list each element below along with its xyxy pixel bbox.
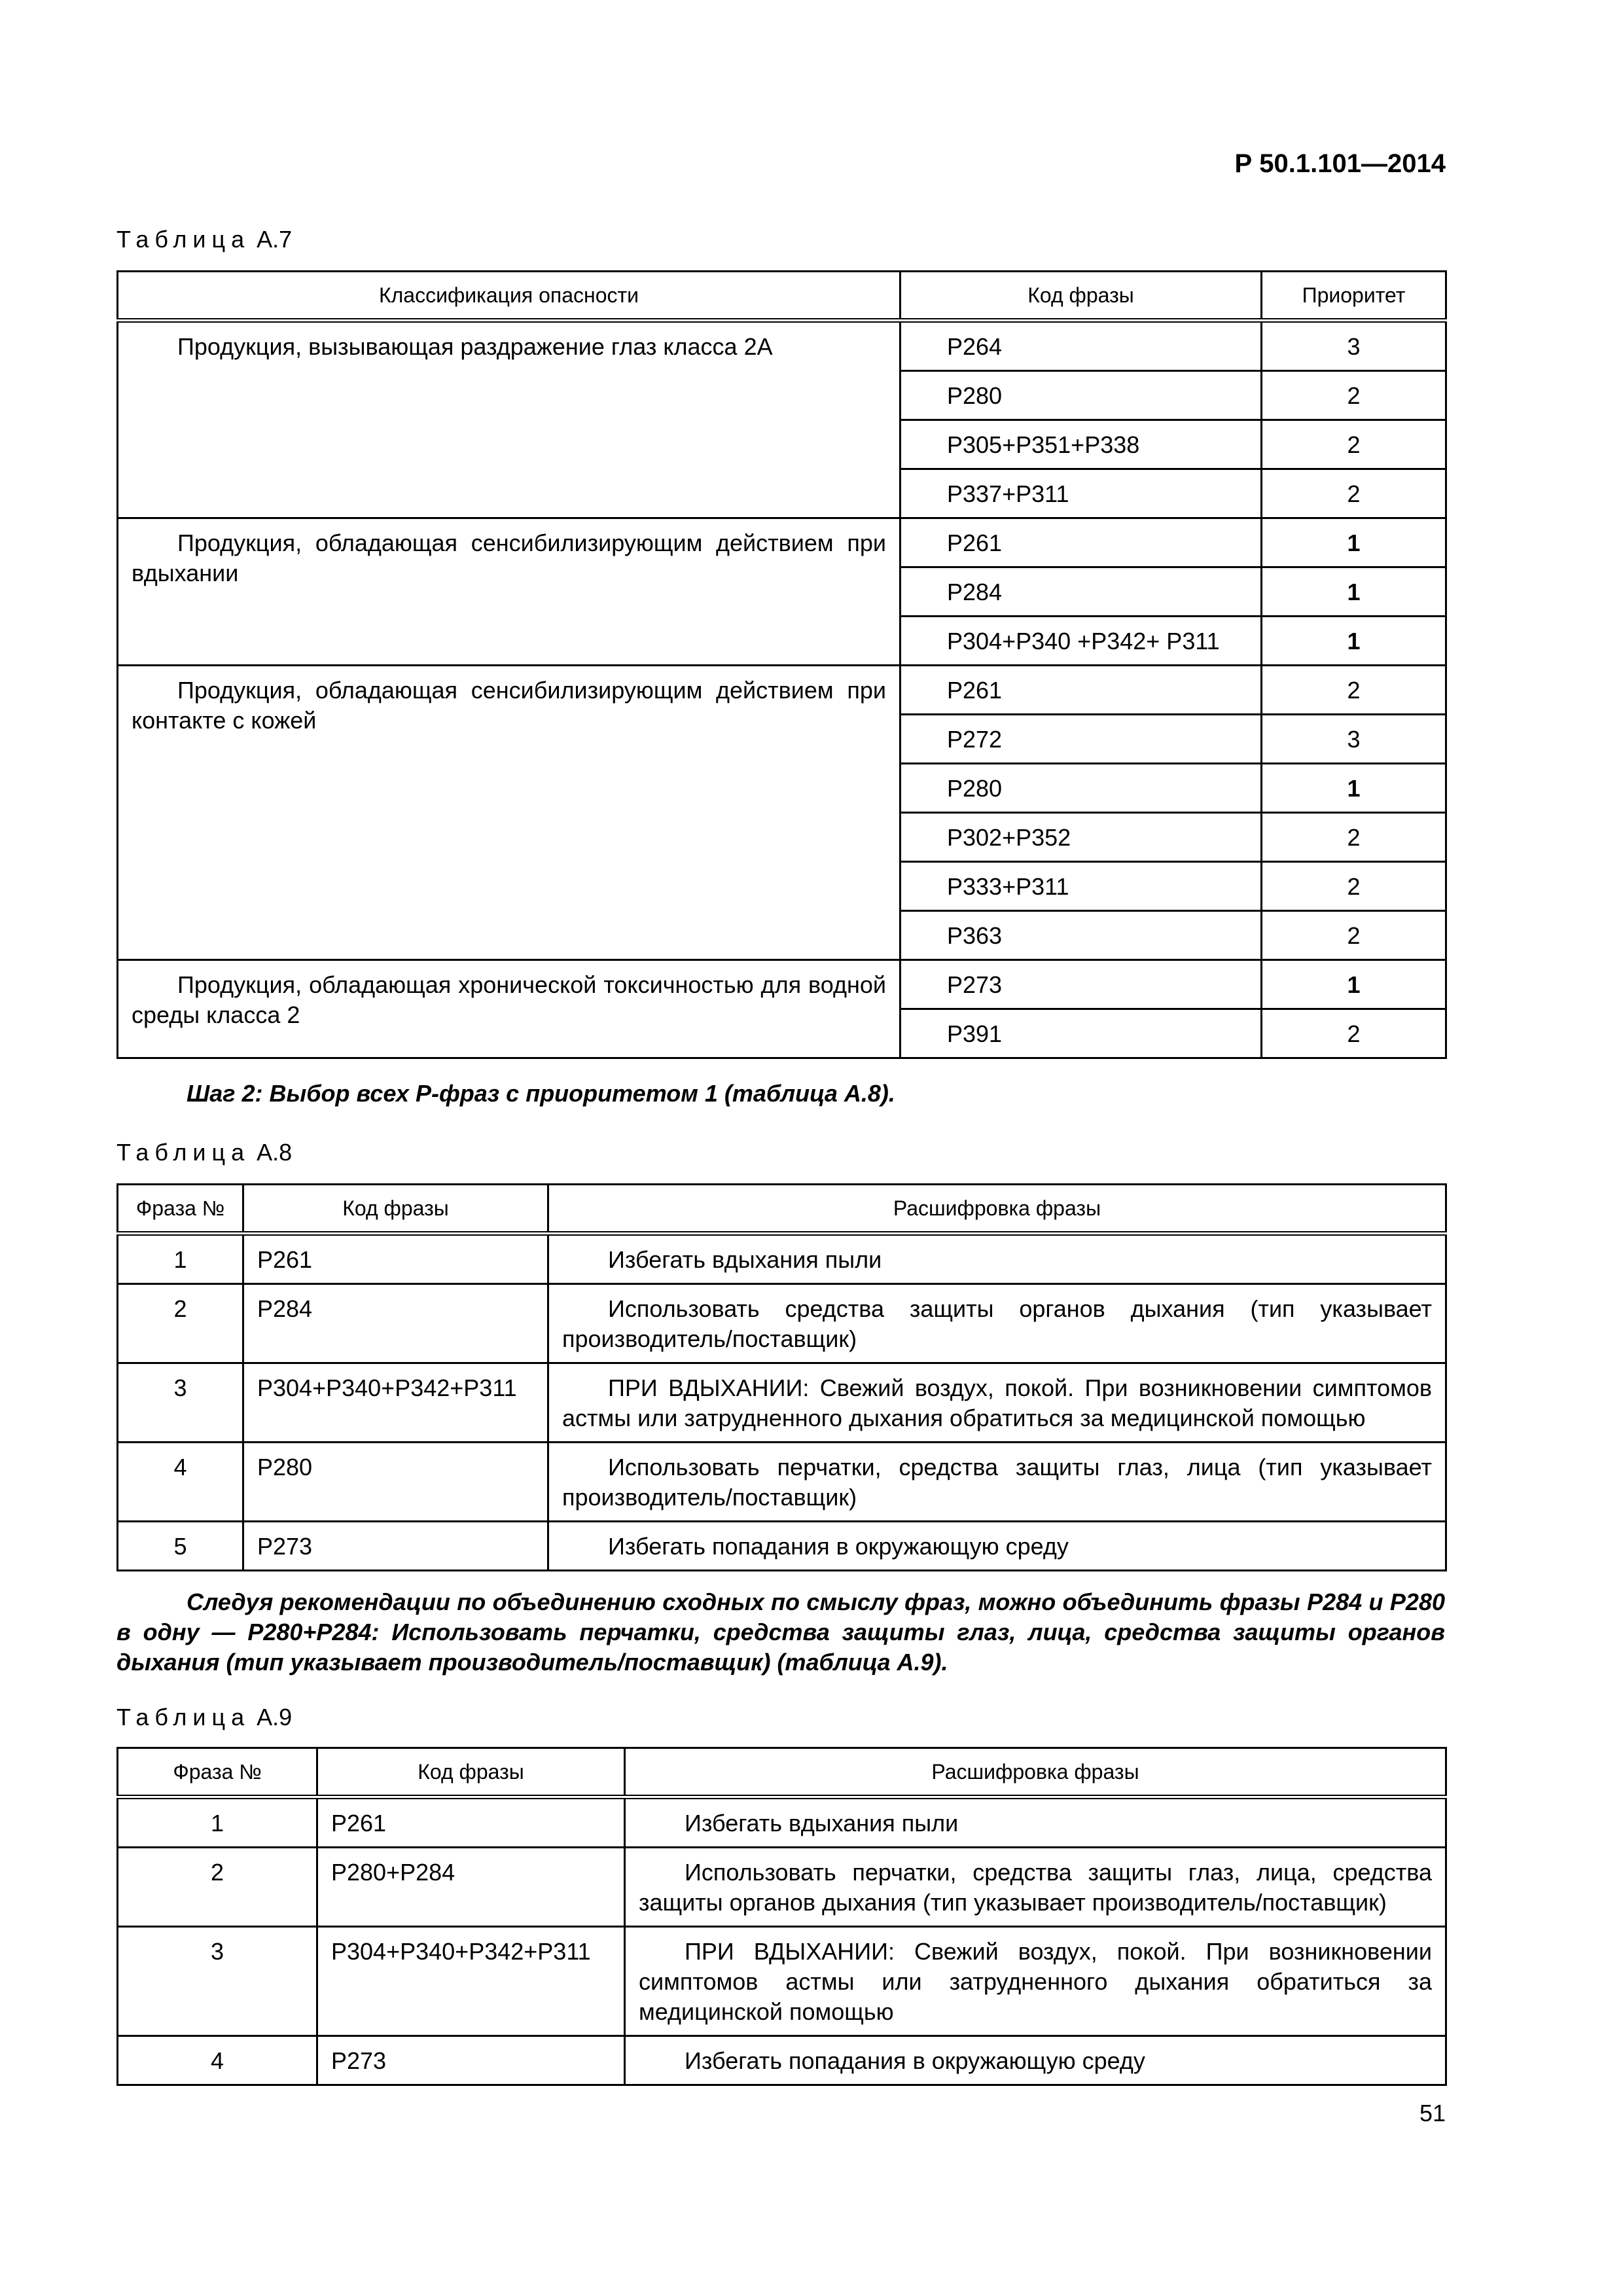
phrase-description: ПРИ ВДЫХАНИИ: Свежий воздух, покой. При возникновении симптомов астмы или затрудненного дыхания обратиться за медицинской помощью — [548, 1363, 1446, 1443]
priority-value: 3 — [1262, 715, 1446, 764]
phrase-code: Р261 — [901, 666, 1262, 715]
phrase-number: 3 — [118, 1927, 317, 2036]
table-row — [118, 518, 1446, 567]
phrase-code: Р273 — [901, 960, 1262, 1009]
phrase-code: Р333+Р311 — [901, 862, 1262, 911]
phrase-number: 3 — [118, 1363, 243, 1443]
hazard-classification: Продукция, вызывающая раздражение глаз класса 2А — [118, 321, 901, 518]
priority-value: 1 — [1262, 567, 1446, 617]
priority-value: 2 — [1262, 666, 1446, 715]
phrase-code: Р273 — [243, 1522, 548, 1571]
phrase-description: Избегать вдыхания пыли — [625, 1797, 1446, 1848]
phrase-code: Р280 — [901, 764, 1262, 813]
table-a9 — [116, 1747, 1447, 2086]
table-row — [118, 1443, 1446, 1522]
table-row — [118, 1363, 1446, 1443]
priority-value: 2 — [1262, 420, 1446, 469]
phrase-code: Р305+Р351+Р338 — [901, 420, 1262, 469]
table-row — [118, 1927, 1446, 2036]
phrase-code: Р302+Р352 — [901, 813, 1262, 862]
table-row — [118, 1797, 1446, 1848]
table-row — [118, 2036, 1446, 2085]
caption-word: Таблица — [116, 226, 251, 253]
hazard-classification: Продукция, обладающая сенсибилизирующим действием при контакте с кожей — [118, 666, 901, 960]
table-a9-caption — [116, 1704, 292, 1731]
phrase-description: Избегать попадания в окружающую среду — [625, 2036, 1446, 2085]
table-a7-caption — [116, 226, 292, 253]
header-description: Расшифровка фразы — [625, 1748, 1446, 1797]
table-row — [118, 666, 1446, 715]
priority-value: 2 — [1262, 911, 1446, 960]
caption-number: А.9 — [257, 1704, 293, 1731]
phrase-code: Р264 — [901, 321, 1262, 371]
phrase-description: Избегать попадания в окружающую среду — [548, 1522, 1446, 1571]
document-code: Р 50.1.101—2014 — [1234, 149, 1446, 178]
phrase-number: 1 — [118, 1797, 317, 1848]
step-2-text: Шаг 2: Выбор всех Р-фраз с приоритетом 1 (таблица А.8). — [187, 1080, 895, 1107]
header-code: Код фразы — [243, 1185, 548, 1234]
phrase-code: Р261 — [901, 518, 1262, 567]
phrase-code: Р280 — [901, 371, 1262, 420]
header-phrase-number: Фраза № — [118, 1748, 317, 1797]
phrase-code: Р391 — [901, 1009, 1262, 1058]
phrase-description: ПРИ ВДЫХАНИИ: Свежий воздух, покой. При возникновении симптомов астмы или затрудненного дыхания обратиться за медицинской помощью — [625, 1927, 1446, 2036]
phrase-code: Р337+Р311 — [901, 469, 1262, 518]
phrase-number: 1 — [118, 1234, 243, 1284]
phrase-code: Р304+Р340 +Р342+ Р311 — [901, 617, 1262, 666]
combination-paragraph: Следуя рекомендации по объединению сходных по смыслу фраз, можно объединить фразы Р284 и Р280 в одну — Р280+Р284: Использовать перчатки, средства защиты глаз, лица, средства защиты органов дыхания (тип указывает производитель/поставщик) (таблица А.9). — [116, 1588, 1445, 1676]
table-row — [118, 321, 1446, 371]
phrase-code: Р272 — [901, 715, 1262, 764]
phrase-code: Р261 — [317, 1797, 625, 1848]
priority-value: 2 — [1262, 469, 1446, 518]
table-a8-caption — [116, 1139, 292, 1166]
table-a8 — [116, 1183, 1447, 1571]
hazard-classification: Продукция, обладающая сенсибилизирующим действием при вдыхании — [118, 518, 901, 666]
phrase-number: 2 — [118, 1284, 243, 1363]
hazard-classification: Продукция, обладающая хронической токсичностью для водной среды класса 2 — [118, 960, 901, 1058]
header-code: Код фразы — [317, 1748, 625, 1797]
phrase-number: 4 — [118, 2036, 317, 2085]
phrase-code: Р363 — [901, 911, 1262, 960]
priority-value: 1 — [1262, 960, 1446, 1009]
phrase-code: Р284 — [243, 1284, 548, 1363]
phrase-code: Р304+Р340+Р342+Р311 — [243, 1363, 548, 1443]
phrase-code: Р284 — [901, 567, 1262, 617]
phrase-description: Использовать перчатки, средства защиты глаз, лица, средства защиты органов дыхания (тип указывает производитель/поставщик) — [625, 1848, 1446, 1927]
phrase-code: Р280 — [243, 1443, 548, 1522]
phrase-number: 4 — [118, 1443, 243, 1522]
priority-value: 3 — [1262, 321, 1446, 371]
header-phrase-number: Фраза № — [118, 1185, 243, 1234]
phrase-number: 2 — [118, 1848, 317, 1927]
table-row — [118, 1234, 1446, 1284]
priority-value: 1 — [1262, 518, 1446, 567]
caption-word: Таблица — [116, 1704, 251, 1731]
caption-word: Таблица — [116, 1139, 251, 1166]
priority-value: 1 — [1262, 764, 1446, 813]
page-number: 51 — [1419, 2100, 1446, 2126]
table-a7 — [116, 270, 1447, 1059]
priority-value: 2 — [1262, 371, 1446, 420]
header-priority: Приоритет — [1262, 272, 1446, 321]
phrase-description: Использовать средства защиты органов дыхания (тип указывает производитель/поставщик) — [548, 1284, 1446, 1363]
phrase-code: Р280+Р284 — [317, 1848, 625, 1927]
table-row — [118, 1848, 1446, 1927]
priority-value: 2 — [1262, 862, 1446, 911]
header-description: Расшифровка фразы — [548, 1185, 1446, 1234]
phrase-code: Р261 — [243, 1234, 548, 1284]
header-code: Код фразы — [901, 272, 1262, 321]
phrase-number: 5 — [118, 1522, 243, 1571]
table-row — [118, 960, 1446, 1009]
phrase-description: Использовать перчатки, средства защиты глаз, лица (тип указывает производитель/поставщик) — [548, 1443, 1446, 1522]
table-row — [118, 1284, 1446, 1363]
priority-value: 2 — [1262, 1009, 1446, 1058]
caption-number: А.8 — [257, 1139, 293, 1166]
header-classification: Классификация опасности — [118, 272, 901, 321]
phrase-description: Избегать вдыхания пыли — [548, 1234, 1446, 1284]
priority-value: 2 — [1262, 813, 1446, 862]
table-row — [118, 1522, 1446, 1571]
phrase-code: Р273 — [317, 2036, 625, 2085]
priority-value: 1 — [1262, 617, 1446, 666]
caption-number: А.7 — [257, 226, 293, 253]
phrase-code: Р304+Р340+Р342+Р311 — [317, 1927, 625, 2036]
